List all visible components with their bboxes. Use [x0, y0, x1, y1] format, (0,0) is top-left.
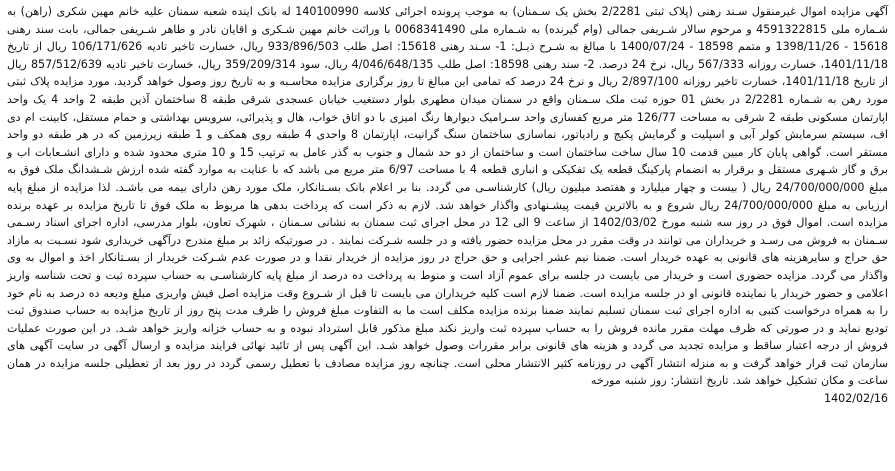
notice-body: آگهی مزایده اموال غیرمنقول سـند رهنی (پلاک ثبتی 2/2281 بخش یک سـمنان) به موجب پرونده اجرائی کلاسه 140100990 له بانک اینده شعبه سمنان علیه خانم مهین شکری (راهن) به شـماره ملی 4591322815 و مرحوم سالار شـریفی جمالی (وام گیرنده) به شـماره ملی 0068341490 با وراثت خانم مهین شـکری و اقایان نادر و طاهر شـریفی جمالی، بابت سند رهنی 15618 - 1398/11/26 و متمم 18598 - 1400/07/24 با مبالغ به شـرح ذیـل: 1- سـند رهنی 15618: اصل طلب 933/896/503 ریال، خسارت تاخیر تادیه 106/171/626 ریال از تاریخ 1401/11/18، خسارت روزانه 567/333 ریال، نرخ 24 درصد. 2- سند رهنی 18598: اصل طلب 4/046/648/135 ریال، سود 359/209/314 ریال، خسارت تاخیر تادیه 857/512/639 ریال از تاریخ 1401/11/18، خسارت تاخیر روزانه 2/897/100 ریال و نرخ 24 درصد که تمامی این مبالغ تا روز برگزاری مزایده محاسـبه و به تاریخ روز وصول خواهد گردید. مورد مزایده پلاک ثبتی مورد رهن به شـماره 2/2281 در بخش 01 حوزه ثبت ملک سـمنان واقع در سمنان میدان مطهری بلوار دستغیب خیابان عسجدی شرقی طبقه 8 ساختمان آذین طبقه 2 واحد 4 یک واحد اپارتمان مسکونی طبقه 2 شرقی به مساحت 126/77 متر مربع کفسازی واحد سـرامیک دیوارها رنگ امیزی با دو اتاق خواب، هال و پذیرائی، سرویس بهداشتی و حمام مستقل، کابینت ام دی اف، سیستم سرمایش کولر آبی و اسپلیت و گرمایش پکیج و رادیاتور، نماسازی ساختمان سنگ گرانیت، اپارتمان 8 واحدی 4 طبقه روی همکف و 1 طبقه زیرزمین که در هر طبقه دو واحد مستقر است. گواهی پایان کار مبین قدمت 10 سال ساخت ساختمان است و ساختمان از دو حد شمال و جنوب به گذر عامل به ترتیب 15 و 10 متری محدود شده و دارای انشـعابات اب و برق و گاز شـهری مستقل و برقرار به انضمام پارکینگ قطعه یک تفکیکی و انباری قطعه 4 با مساحت 6/97 متر مربع می باشد که با عنایت به موارد گفته شده ارزش شـشدانگ ملک فوق به مبلغ 24/700/000/000 ریال ( بیست و چهار میلیارد و هفتصد میلیون ریال) کارشناسـی می گردد. بنا بر اعلام بانک بسـتانکار، ملک مورد رهن دارای بیمه می باشـد. لذا مزایده از مبلغ پایه ارزیابی به مبلغ 24/700/000/000 ریال شروع و به بالاترین قیمت پیشـنهادی واگذار خواهد شد. لازم به ذکر است که پرداخت بدهی ها مربوط به ملک فوق تا تاریخ مزایده بر عهده برنده مزایده است. اموال فوق در روز سه شنبه مورخ 1402/03/02 از ساعت 9 الی 12 در محل اجرای ثبت سمنان به نشانی سـمنان ، شهرک تعاون، بلوار مدرسی، اداره اجرای اسناد رسـمی سـمنان به فروش می رسـد و خریداران می توانند در وقت مقرر در محل مزایده حضور یافته و در جلسه شـرکت نمایند . در صورتیکه زائد بر مبلغ مندرج درآگهی خریداری شود نسـبت به مازاد حق حراج و سایرهزینه های قانونی به عهده خریدار است. ضمنا نیم عشر اجرایی و حق حراج در روز مزایده از خریدار نقدا و در صورت عدم شـرکت خریدار از بسـتانکار اخذ و اموال به وی واگذار می گردد. مزایده حضوری است و خریدار می بایست در جلسه برای عموم آزاد است و منوط به پرداخت ده درصد از مبلغ پایه کارشناسـی به حساب سپرده ثبت و تحت شناسه واریز اعلامی و حضور خریدار یا نماینده قانونی او در جلسه مزایده است. ضمنا لازم است کلیه خریداران می بایست تا قبل از شـروع وقت مزایده اصل فیش واریزی مبلغ ودیعه ده درصد به نام خود را به همراه درخواست کتبی به اداره اجرای ثبت سمنان تسلیم نمایند ضمنا برنده مزایده مکلف است ما به التفاوت مبلغ فروش را ظرف مدت پنج روز از تاریخ مزایده به حساب صندوق ثبت تودیع نماید و در صورتی که ظرف مهلت مقرر مانده فروش را به حساب سپرده ثبت واریز نکند مبلغ مذکور قابل استرداد نبوده و به حساب خزانه واریز خواهد شـد. در این صورت عملیات فروش از درجه اعتبار ساقط و مزایده تجدید می گردد و هزینه های قانونی برابر مقررات وصول خواهد شـد. این آگهی پس از تائید نهائی فرایند مزایده و ارسال آگهی در سایت آگهی های سازمان ثبت قرار خواهد گرفت و به منزله انتشار آگهی در روزنامه کثیر الانتشار محلی است. چنانچه روز مزایده مصادف با تعطیل رسمی گردد در روز بعد از تعطیلی جلسه مزایده در همان ساعت و مکان تشکیل خواهد شد. تاریخ انتشار: روز شنبه مورخه: [7, 5, 889, 388]
publication-date: 1402/02/16: [824, 392, 888, 406]
